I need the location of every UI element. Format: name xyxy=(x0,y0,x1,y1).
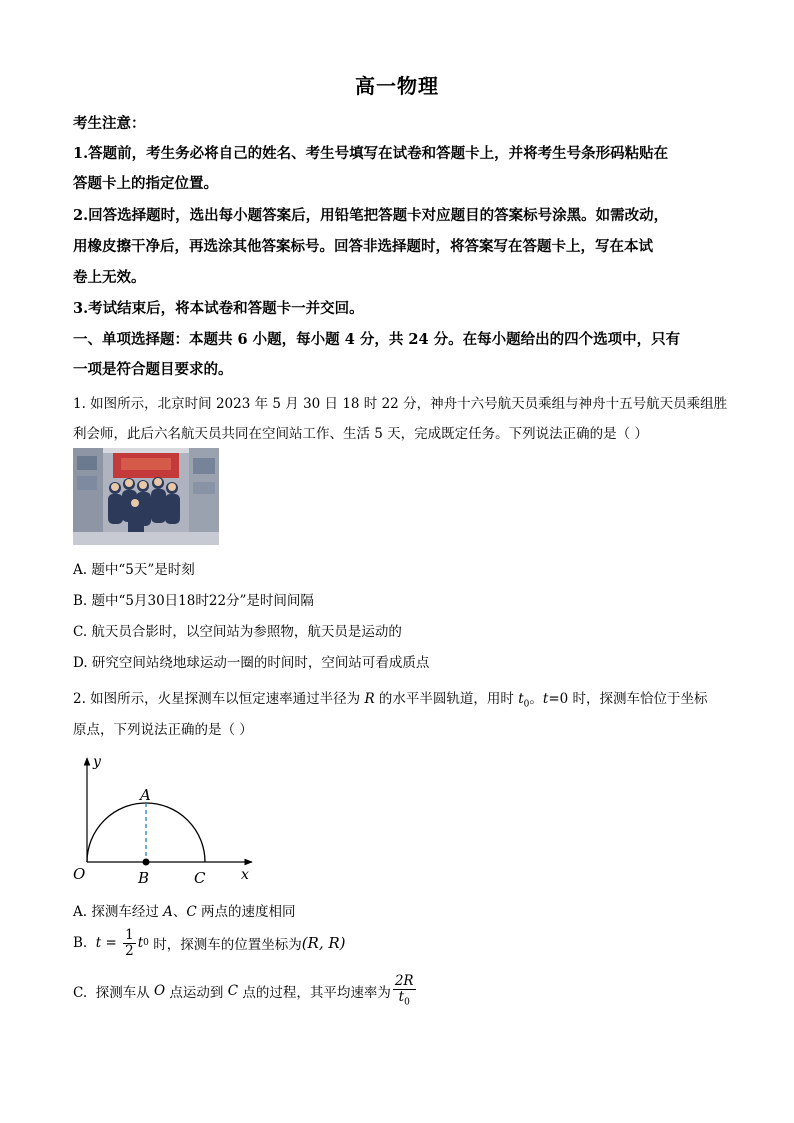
q2-stem-var-t: t xyxy=(518,691,524,707)
q2-option-a xyxy=(73,900,296,920)
q2-optB-var-t: t xyxy=(95,935,102,952)
q2-stem-var-r: R xyxy=(364,691,375,707)
q2-optB-eq: = xyxy=(101,935,122,952)
q2-stem-line1 xyxy=(73,687,708,710)
q2-option-c xyxy=(73,974,418,1008)
q2-stem-sub-0: 0 xyxy=(523,699,530,710)
q2-stem-line2: 原点，下列说法正确的是（ ） xyxy=(73,722,253,738)
notice-item3: 3.考试结束后，将本试卷和答题卡一并交回。 xyxy=(73,300,364,317)
semicircle-graph xyxy=(70,752,270,887)
q2-optA-text-a: A. 探测车经过 xyxy=(73,904,164,920)
q2-optA-var-c: C xyxy=(186,904,197,920)
label-a: A xyxy=(140,786,151,804)
q2-optA-text-b: 、 xyxy=(172,904,187,920)
q2-stem-text-b: 的水平半圆轨道，用时 xyxy=(374,691,519,707)
astronauts-photo-drawing xyxy=(73,448,219,545)
q2-optB-text: 时，探测车的位置坐标为 xyxy=(148,937,302,954)
q2-optC-var-c: C xyxy=(227,983,239,1000)
label-o: O xyxy=(73,865,86,883)
q2-stem-text-a: 2. 如图所示，火星探测车以恒定速率通过半径为 xyxy=(73,691,365,707)
q2-optC-text-a: C. 探测车从 xyxy=(73,985,155,1002)
q1-option-a: A. 题中“5天”是时刻 xyxy=(73,562,195,578)
q2-optB-num: 1 xyxy=(125,927,134,943)
notice-item2-line2: 用橡皮擦干净后，再选涂其他答案标号。回答非选择题时，将答案写在答题卡上，写在本试 xyxy=(73,238,653,255)
q1-option-d: D. 研究空间站绕地球运动一圈的时间时，空间站可看成质点 xyxy=(73,655,430,671)
q1-option-c: C. 航天员合影时，以空间站为参照物，航天员是运动的 xyxy=(73,624,402,640)
label-y: y xyxy=(93,754,101,770)
q2-optB-sub-0: 0 xyxy=(143,938,149,949)
q2-optC-num: 2R xyxy=(394,973,414,989)
q2-option-b xyxy=(73,928,346,959)
q2-optA-var-a: A xyxy=(163,904,173,920)
q1-stem-line1: 1. 如图所示，北京时间 2023 年 5 月 30 日 18 时 22 分，神舟十六号航天员乘组与神舟十五号航天员乘组胜 xyxy=(73,396,728,412)
section1-line2: 一项是符合题目要求的。 xyxy=(73,361,233,378)
section1-line1: 一、单项选择题：本题共 6 小题，每小题 4 分，共 24 分。在每小题给出的四个选项中，只有 xyxy=(73,331,681,348)
notice-item1-line2: 答题卡上的指定位置。 xyxy=(73,175,218,192)
label-b: B xyxy=(138,869,150,887)
q2-optC-den-t: t xyxy=(398,988,405,1005)
point-b-dot xyxy=(143,859,150,866)
q2-optC-den xyxy=(397,990,412,1009)
q2-stem-text-c: 。 xyxy=(529,691,543,707)
q2-optC-fraction xyxy=(393,974,416,1008)
astronauts-photo xyxy=(73,448,219,545)
q2-optA-text-c: 两点的速度相同 xyxy=(196,904,296,920)
label-c: C xyxy=(194,869,206,887)
q2-optC-den-sub: 0 xyxy=(404,997,410,1008)
q1-option-b: B. 题中“5月30日18时22分”是时间间隔 xyxy=(73,593,314,609)
notice-item2-line1: 2.回答选择题时，选出每小题答案后，用铅笔把答题卡对应题目的答案标号涂黑。如需改动， xyxy=(73,207,669,224)
notice-item2-line3: 卷上无效。 xyxy=(73,269,146,286)
q2-optB-fraction xyxy=(123,928,136,959)
q2-optB-den: 2 xyxy=(125,942,134,959)
q2-optC-var-o: O xyxy=(154,983,166,1000)
q2-optC-text-c: 点的过程，其平均速率为 xyxy=(238,985,391,1002)
q2-stem-var-t2: t xyxy=(542,691,549,707)
q2-stem-text-d: =0 时，探测车恰位于坐标 xyxy=(548,691,708,707)
notice-item1-line1: 1.答题前，考生务必将自己的姓名、考生号填写在试卷和答题卡上，并将考生号条形码粘贴在 xyxy=(73,145,669,162)
q2-optB-prefix: B. xyxy=(73,935,96,952)
q2-optC-text-b: 点运动到 xyxy=(165,985,228,1002)
notice-heading: 考生注意： xyxy=(73,115,146,132)
q1-stem-line2: 利会师，此后六名航天员共同在空间站工作、生活 5 天，完成既定任务。下列说法正确的是（ ） xyxy=(73,426,648,442)
q2-optB-coord: (R, R) xyxy=(301,934,346,953)
label-x: x xyxy=(241,867,249,883)
q2-optB-var-t0: t xyxy=(137,935,144,952)
page-title: 高一物理 xyxy=(355,74,439,98)
